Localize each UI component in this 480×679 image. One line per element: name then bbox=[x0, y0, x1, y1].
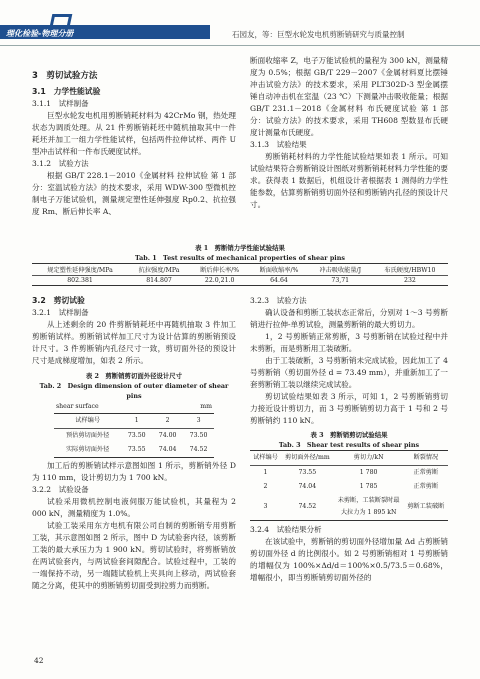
table-cell: 232 bbox=[404, 277, 416, 284]
paragraph: 根据 GB/T 228.1－2010《金属材料 拉伸试验 第 1 部分：室温试验方法》的技术要求，采用 WDW-300 型微机控制电子万能试验机，测量规定塑性延伸强度 Rp0.2、抗拉强度 Rm、断后伸长率 A、 bbox=[32, 171, 236, 216]
paragraph: 剪切试验结果如表 3 所示，可知 1，2 号剪断销剪切力接近设计剪切力，而 3 号剪断销剪切力高于 1 号和 2 号剪断销约 110 kN。 bbox=[250, 392, 448, 425]
paragraph: 由于工装破断，3 号剪断销未完成试验，因此加工了 4 号剪断销（剪切面外径 d = 73.49 mm），并重新加工了一套剪断销工装以继续完成试验。 bbox=[250, 356, 448, 389]
column-header: 试样编号 bbox=[75, 417, 101, 424]
table-cell: 73.50 bbox=[127, 432, 146, 439]
section-heading: 3 剪切试验方法 bbox=[32, 71, 98, 81]
table-cell: 正常剪断 bbox=[413, 469, 439, 476]
paragraph: 试验采用微机控制电液伺服万能试验机，其量程为 2 000 kN，测量精度为 1.0%。 bbox=[32, 497, 236, 518]
table-cell: 814.807 bbox=[146, 277, 172, 284]
header-rule bbox=[0, 45, 480, 46]
table-cell: 74.52 bbox=[298, 503, 317, 510]
table-header-row bbox=[54, 414, 214, 429]
column-header: 3 bbox=[196, 417, 201, 424]
table-caption: 表 1 剪断销力学性能试验结果 bbox=[195, 244, 285, 252]
paragraph: 1，2 号剪断销正常剪断，3 号剪断销在试验过程中并未剪断，而是剪断用工装破断。 bbox=[250, 332, 448, 353]
table-cell: 74.00 bbox=[158, 432, 177, 439]
page-number: 42 bbox=[34, 656, 44, 665]
table-header-row bbox=[32, 264, 448, 276]
paragraph: 断面收缩率 Z，电子万能试验机的量程为 300 kN，测量精度为 0.5%；根据 GB/T 229－2007《金属材料夏比摆锤冲击试验方法》的技术要求，采用 PLT302D-3 型金属摆锤自动冲击机在室温（23 ℃）下测量冲击吸收能量；根据 GB/T 231.1－2018《金属材料 布氏硬度试验 第 1 部分：试验方法》的技术要求，采用 TH608 型数显布氏硬度计测量布氏硬度。 bbox=[250, 56, 448, 137]
table-cell: 剪断工装破断 bbox=[407, 503, 445, 510]
subsubsection-heading: 3.2.4 试验结果分析 bbox=[250, 525, 322, 534]
table-cell: 1 bbox=[263, 469, 268, 476]
column-header: 冲击吸收能量/J bbox=[319, 267, 362, 274]
table-cell: 未剪断，工装断裂时最大拉力为 1 895 kN bbox=[337, 497, 400, 516]
table-header-row bbox=[250, 451, 448, 466]
left-column-lower bbox=[32, 295, 236, 592]
table-3 bbox=[250, 430, 448, 521]
table-cell: 802.381 bbox=[67, 277, 93, 284]
right-column-upper bbox=[250, 55, 448, 211]
table-cell: 3 bbox=[263, 503, 268, 510]
table-unit: shear surface bbox=[56, 403, 99, 410]
table-cell: 实际剪切面外径 bbox=[65, 446, 110, 453]
column-header: 断裂情况 bbox=[413, 454, 439, 461]
table-row bbox=[54, 443, 214, 458]
paragraph: 巨型水轮发电机用剪断销耗材料为 42CrMo 钢，热处理状态为调质处理。从 21 件剪断销耗坯中随机抽取其中一件耗坯并加工一组力学性能试样，包括两件拉伸试样、两件 U 型冲击试样和一件布氏硬度试样。 bbox=[32, 111, 236, 156]
table-cell: 1 785 bbox=[359, 483, 378, 490]
table-cell: 64.64 bbox=[270, 277, 288, 284]
table-unit: mm bbox=[200, 403, 212, 410]
table-row bbox=[250, 466, 448, 481]
journal-logo-text: 理化检验-物理分册 bbox=[6, 29, 74, 38]
subsubsection-heading: 3.2.3 试验方法 bbox=[250, 296, 307, 305]
subsubsection-heading: 3.1.2 试验方法 bbox=[32, 159, 89, 168]
column-header: 1 bbox=[134, 417, 139, 424]
table-caption: 表 3 剪断销剪切试验结果 bbox=[310, 431, 388, 439]
page-header bbox=[0, 0, 480, 50]
column-header: 试样编号 bbox=[253, 454, 278, 461]
table-cell: 73,71 bbox=[331, 277, 350, 284]
paragraph: 在该试验中，剪断销的剪切面外径增加量 Δd 占剪断销剪切面外径 d 的比例很小。如 2 号剪断销相对 1 号剪断销的增幅仅为 100%×Δd/d＝100%×0.5/73.5＝0.68%，增幅很小，即当剪断销剪切面外径的 bbox=[250, 537, 448, 582]
column-header: 剪切力/kN bbox=[353, 454, 384, 461]
paragraph: 加工后的剪断销试样示意图如图 1 所示，剪断销外径 D 为 110 mm，设计剪切力为 1 700 kN。 bbox=[32, 461, 236, 482]
table-cell: 正常剪断 bbox=[413, 483, 439, 490]
table-cell: 74.04 bbox=[158, 446, 177, 453]
column-header: 剪切面外径/mm bbox=[284, 454, 330, 461]
table-1 bbox=[32, 243, 448, 286]
table-cell: 73.55 bbox=[127, 446, 146, 453]
subsection-heading: 3.2 剪切试验 bbox=[32, 296, 85, 305]
column-header: 断面收缩率/% bbox=[259, 267, 299, 274]
table-cell: 74.52 bbox=[189, 446, 208, 453]
table-caption-en: Tab. 2 Design dimension of outer diameter of shear pins bbox=[39, 382, 229, 400]
column-header: 规定塑性延伸强度/MPa bbox=[47, 267, 113, 274]
table-caption-en: Tab. 3 Shear test results of shear pins bbox=[278, 441, 420, 449]
table-caption-en: Tab. 1 Test results of mechanical properties of shear pins bbox=[135, 254, 345, 262]
paragraph: 从上述剩余的 20 件剪断销耗坯中再随机抽取 3 件加工剪断销试样。剪断销试样加工尺寸为设计估算的剪断销预设计尺寸。3 件剪断销内孔径尺寸一致，剪切面外径的预设计尺寸是成梯度增加，如表 2 所示。 bbox=[32, 320, 236, 365]
column-header: 布氏硬度/HBW10 bbox=[384, 267, 436, 274]
table-row bbox=[32, 276, 448, 286]
column-header: 抗拉强度/MPa bbox=[138, 267, 180, 274]
subsubsection-heading: 3.1.1 试样制备 bbox=[32, 99, 89, 108]
table-2 bbox=[32, 371, 236, 458]
paragraph: 确认设备和剪断工装状态正常后，分别对 1～3 号剪断销进行拉伸-单剪试验，测量剪断销的最大剪切力。 bbox=[250, 308, 448, 329]
subsubsection-heading: 3.2.2 试验设备 bbox=[32, 485, 89, 494]
table-cell: 73.55 bbox=[298, 469, 317, 476]
column-header: 2 bbox=[165, 417, 170, 424]
table-cell: 1 780 bbox=[359, 469, 378, 476]
table-row bbox=[250, 480, 448, 494]
table-cell: 73.50 bbox=[189, 432, 208, 439]
table-cell: 2 bbox=[263, 483, 268, 490]
paragraph: 试验工装采用东方电机有限公司自制的剪断销专用剪断工装，其示意图如图 2 所示，图中 D 为试验套内径，该剪断工装的最大承压力为 1 900 kN。剪切试验时，将剪断销放在两试验套内，与两试验套间隙配合。试验过程中，工装的一端保持不动，另一端随试验机上夹具向上移动，两试验套随之分离，使其中的剪断销剪切面受到拉剪力而剪断。 bbox=[32, 521, 236, 590]
right-column-lower bbox=[250, 295, 448, 584]
column-header: 断后伸长率/% bbox=[200, 267, 240, 274]
table-row bbox=[250, 494, 448, 521]
table-cell: 22.0,21.0 bbox=[204, 277, 235, 284]
subsection-heading: 3.1 力学性能试验 bbox=[32, 87, 101, 96]
table-caption: 表 2 剪断销剪切面外径设计尺寸 bbox=[85, 372, 183, 380]
subsubsection-heading: 3.2.1 试样制备 bbox=[32, 308, 89, 317]
table-cell: 74.04 bbox=[298, 483, 317, 490]
table-cell: 预估剪切面外径 bbox=[65, 432, 110, 439]
paragraph: 剪断销耗材料的力学性能试验结果如表 1 所示。可知试验结果符合剪断销设计图纸对剪断销耗材料力学性能的要求。获得表 1 数据后，机组设计者根据表 1 测得的力学性能参数，估算剪断销剪切面外径和剪断销内孔径的预设计尺寸。 bbox=[250, 152, 448, 209]
table-row bbox=[54, 429, 214, 444]
left-column-upper bbox=[32, 70, 236, 218]
subsubsection-heading: 3.1.3 试验结果 bbox=[250, 140, 307, 149]
running-title: 石园友，等：巨型水轮发电机剪断销研究与质量控制 bbox=[232, 30, 405, 39]
